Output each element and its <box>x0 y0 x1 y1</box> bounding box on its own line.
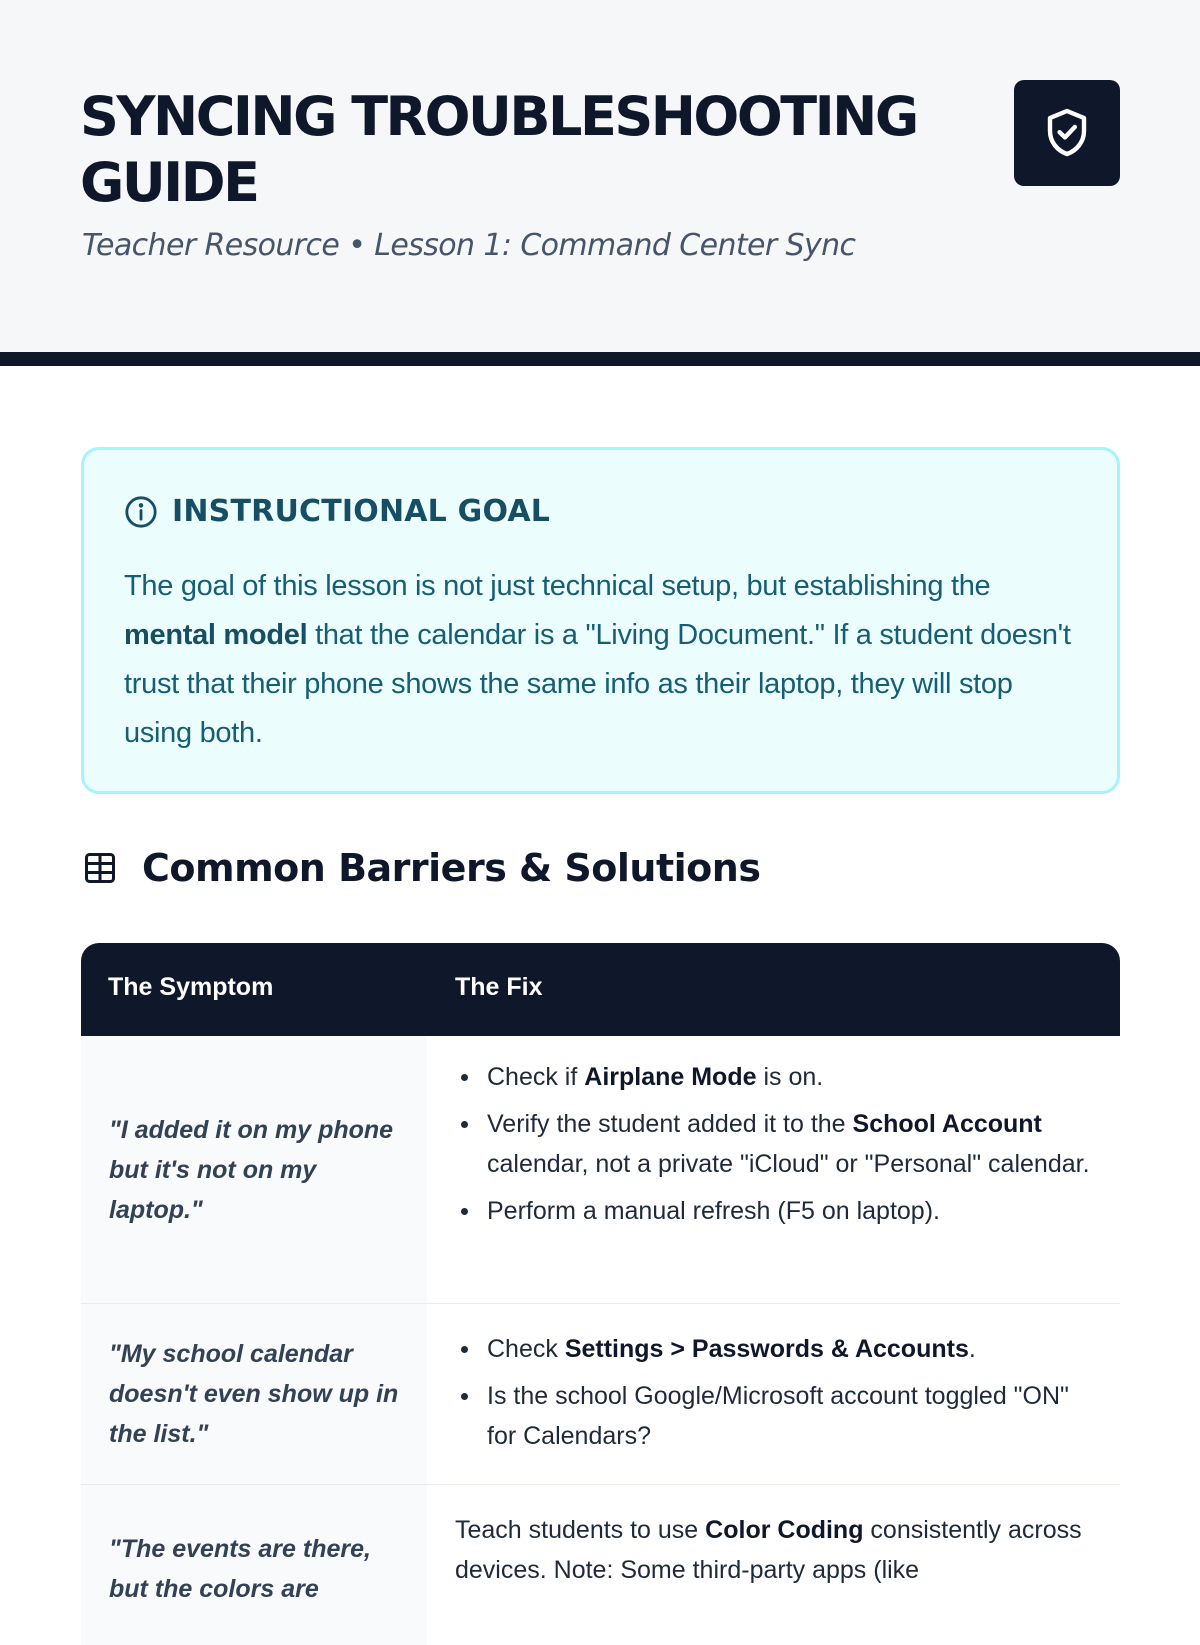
fix-text: calendar, not a private "iCloud" or "Personal" calendar. <box>487 1150 1090 1178</box>
fix-cell <box>427 1036 1120 1303</box>
page-title: SYNCING TROUBLESHOOTING GUIDE <box>80 85 917 214</box>
fix-text: . <box>968 1335 976 1363</box>
fix-item <box>455 1057 1090 1097</box>
goal-title: INSTRUCTIONAL GOAL <box>172 494 551 529</box>
fix-emphasis: Color Coding <box>705 1516 864 1544</box>
fix-text: Is the school Google/Microsoft account toggled "ON" for Calendars? <box>487 1382 1069 1450</box>
table-row <box>81 1036 1120 1304</box>
info-icon <box>124 495 158 529</box>
symptom-text: "My school calendar doesn't even show up in the list." <box>109 1340 399 1448</box>
symptom-cell <box>81 1036 427 1303</box>
fix-text: Teach students to use <box>455 1516 706 1544</box>
table-icon <box>82 850 118 886</box>
goal-heading <box>124 494 550 529</box>
page-subtitle: Teacher Resource • Lesson 1: Command Center Sync <box>82 228 856 263</box>
fix-text: Check if <box>487 1063 585 1091</box>
fix-emphasis: Settings > Passwords & Accounts <box>564 1335 969 1363</box>
fix-emphasis: Airplane Mode <box>584 1063 757 1091</box>
section-heading <box>82 846 760 890</box>
table-header <box>81 943 1120 1036</box>
goal-text-part: that the calendar is a "Living Document." If a student doesn't trust that their phone shows the same info as their laptop, they will stop using both. <box>124 619 1071 749</box>
page-header <box>0 0 1200 352</box>
fix-item <box>455 1104 1090 1184</box>
fix-text: is on. <box>756 1063 824 1091</box>
goal-emphasis: mental model <box>124 619 308 651</box>
fix-cell <box>427 1485 1120 1645</box>
column-header: The Symptom <box>108 973 274 1001</box>
barriers-table <box>81 943 1120 1645</box>
table-row <box>81 1485 1120 1645</box>
shield-badge <box>1014 80 1120 186</box>
fix-text: consistently across devices. Note: Some third-party apps (like <box>455 1516 1082 1584</box>
goal-text <box>124 562 1084 758</box>
fix-item <box>455 1376 1090 1456</box>
symptom-text: "The events are there, but the colors are <box>109 1535 371 1603</box>
shield-check-icon <box>1043 107 1091 159</box>
symptom-cell <box>81 1304 427 1484</box>
fix-item <box>455 1191 1090 1231</box>
fix-emphasis: School Account <box>852 1110 1042 1138</box>
column-header: The Fix <box>455 973 543 1001</box>
goal-text-part: The goal of this lesson is not just technical setup, but establishing the <box>124 570 991 602</box>
section-title: Common Barriers & Solutions <box>142 846 761 890</box>
fix-cell <box>427 1304 1120 1484</box>
fix-text: Verify the student added it to the <box>487 1110 853 1138</box>
symptom-text: "I added it on my phone but it's not on my laptop." <box>109 1115 394 1224</box>
symptom-cell <box>81 1485 427 1645</box>
table-row <box>81 1304 1120 1485</box>
instructional-goal-callout <box>81 447 1120 794</box>
header-divider <box>0 352 1200 366</box>
fix-paragraph <box>455 1510 1090 1590</box>
fix-item <box>455 1329 1090 1369</box>
fix-text: Perform a manual refresh (F5 on laptop). <box>487 1197 940 1225</box>
fix-text: Check <box>487 1335 565 1363</box>
